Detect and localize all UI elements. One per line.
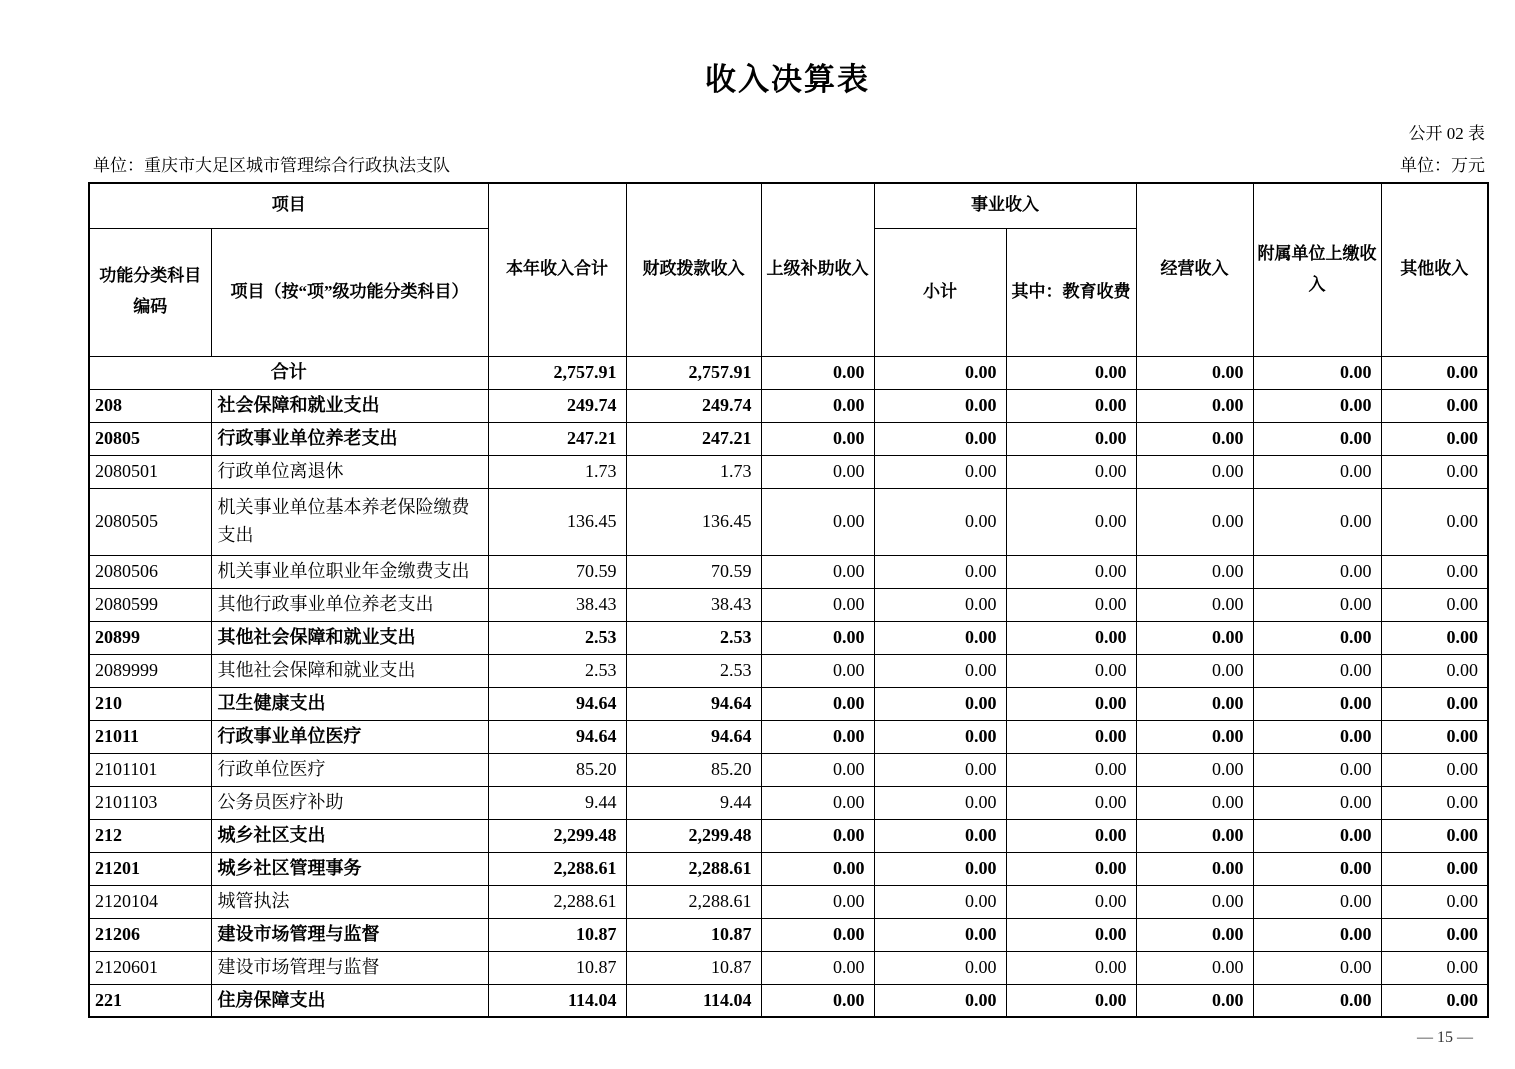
row-value-cell: 0.00 xyxy=(1253,984,1381,1017)
row-value-cell: 0.00 xyxy=(1006,455,1136,488)
row-value-cell: 0.00 xyxy=(1381,984,1488,1017)
header-project-group: 项目 xyxy=(89,183,488,228)
table-row xyxy=(89,621,1488,654)
row-value-cell: 0.00 xyxy=(1253,819,1381,852)
row-value-cell: 0.00 xyxy=(1381,356,1488,389)
row-value-cell: 0.00 xyxy=(761,753,874,786)
row-name-cell: 社会保障和就业支出 xyxy=(211,389,488,422)
row-value-cell: 2.53 xyxy=(626,621,761,654)
row-value-cell: 0.00 xyxy=(761,918,874,951)
row-value-cell: 0.00 xyxy=(1006,720,1136,753)
row-value-cell: 0.00 xyxy=(1136,786,1253,819)
row-value-cell: 0.00 xyxy=(1253,621,1381,654)
row-value-cell: 10.87 xyxy=(488,918,626,951)
row-value-cell: 114.04 xyxy=(488,984,626,1017)
row-name-cell: 城乡社区管理事务 xyxy=(211,852,488,885)
row-value-cell: 0.00 xyxy=(874,885,1006,918)
row-value-cell: 0.00 xyxy=(1006,422,1136,455)
row-name-cell: 城管执法 xyxy=(211,885,488,918)
currency-unit-label: 单位：万元 xyxy=(1400,156,1485,175)
row-value-cell: 0.00 xyxy=(1253,918,1381,951)
row-value-cell: 0.00 xyxy=(761,422,874,455)
row-value-cell: 85.20 xyxy=(488,753,626,786)
row-code-cell: 2080501 xyxy=(89,455,211,488)
row-value-cell: 0.00 xyxy=(1381,422,1488,455)
row-value-cell: 0.00 xyxy=(1006,951,1136,984)
row-value-cell: 0.00 xyxy=(874,819,1006,852)
row-value-cell: 2,299.48 xyxy=(488,819,626,852)
row-value-cell: 2.53 xyxy=(488,654,626,687)
row-value-cell: 0.00 xyxy=(1381,951,1488,984)
row-value-cell: 0.00 xyxy=(1381,885,1488,918)
row-value-cell: 2.53 xyxy=(626,654,761,687)
document-content xyxy=(88,0,1487,1018)
row-value-cell: 0.00 xyxy=(1253,555,1381,588)
row-value-cell: 0.00 xyxy=(1253,786,1381,819)
row-value-cell: 1.73 xyxy=(626,455,761,488)
row-value-cell: 0.00 xyxy=(1253,488,1381,555)
row-value-cell: 1.73 xyxy=(488,455,626,488)
row-value-cell: 0.00 xyxy=(874,488,1006,555)
row-code-cell: 2120601 xyxy=(89,951,211,984)
row-name-cell: 机关事业单位职业年金缴费支出 xyxy=(211,555,488,588)
row-value-cell: 0.00 xyxy=(1136,753,1253,786)
row-value-cell: 0.00 xyxy=(1006,819,1136,852)
row-value-cell: 0.00 xyxy=(1006,918,1136,951)
row-code-cell: 210 xyxy=(89,687,211,720)
row-value-cell: 0.00 xyxy=(874,555,1006,588)
row-value-cell: 0.00 xyxy=(1136,819,1253,852)
row-value-cell: 0.00 xyxy=(761,819,874,852)
header-project-name: 项目（按“项”级功能分类科目） xyxy=(211,228,488,356)
row-value-cell: 0.00 xyxy=(761,356,874,389)
row-value-cell: 0.00 xyxy=(761,389,874,422)
row-value-cell: 0.00 xyxy=(761,885,874,918)
row-value-cell: 2,299.48 xyxy=(626,819,761,852)
row-value-cell: 0.00 xyxy=(1006,852,1136,885)
header-affiliated-income: 附属单位上缴收入 xyxy=(1253,183,1381,356)
row-value-cell: 0.00 xyxy=(761,488,874,555)
row-value-cell: 249.74 xyxy=(488,389,626,422)
table-row xyxy=(89,720,1488,753)
row-value-cell: 0.00 xyxy=(1253,885,1381,918)
row-value-cell: 0.00 xyxy=(874,455,1006,488)
row-name-cell: 建设市场管理与监督 xyxy=(211,951,488,984)
row-value-cell: 38.43 xyxy=(626,588,761,621)
row-value-cell: 2,288.61 xyxy=(488,885,626,918)
row-value-cell: 0.00 xyxy=(1006,555,1136,588)
row-value-cell: 94.64 xyxy=(626,720,761,753)
row-value-cell: 70.59 xyxy=(488,555,626,588)
row-value-cell: 0.00 xyxy=(1136,984,1253,1017)
row-name-cell: 行政事业单位养老支出 xyxy=(211,422,488,455)
row-value-cell: 0.00 xyxy=(874,621,1006,654)
row-value-cell: 0.00 xyxy=(1006,488,1136,555)
row-code-cell: 20899 xyxy=(89,621,211,654)
row-value-cell: 0.00 xyxy=(874,984,1006,1017)
row-value-cell: 0.00 xyxy=(761,951,874,984)
row-value-cell: 0.00 xyxy=(1381,786,1488,819)
row-value-cell: 0.00 xyxy=(874,654,1006,687)
row-value-cell: 0.00 xyxy=(1253,852,1381,885)
row-value-cell: 0.00 xyxy=(1136,687,1253,720)
row-value-cell: 0.00 xyxy=(1006,356,1136,389)
row-value-cell: 10.87 xyxy=(626,951,761,984)
row-value-cell: 0.00 xyxy=(761,654,874,687)
row-code-cell: 2080599 xyxy=(89,588,211,621)
row-value-cell: 0.00 xyxy=(1136,455,1253,488)
row-value-cell: 0.00 xyxy=(1006,885,1136,918)
row-code-cell: 21201 xyxy=(89,852,211,885)
table-row xyxy=(89,356,1488,389)
row-value-cell: 9.44 xyxy=(626,786,761,819)
row-value-cell: 10.87 xyxy=(626,918,761,951)
row-value-cell: 0.00 xyxy=(1136,389,1253,422)
table-row xyxy=(89,455,1488,488)
row-value-cell: 94.64 xyxy=(626,687,761,720)
table-row xyxy=(89,488,1488,555)
row-value-cell: 2,757.91 xyxy=(488,356,626,389)
row-value-cell: 0.00 xyxy=(874,918,1006,951)
row-value-cell: 0.00 xyxy=(874,588,1006,621)
header-business-income-group: 事业收入 xyxy=(874,183,1136,228)
row-value-cell: 10.87 xyxy=(488,951,626,984)
row-value-cell: 0.00 xyxy=(1253,720,1381,753)
row-value-cell: 136.45 xyxy=(626,488,761,555)
row-value-cell: 0.00 xyxy=(1381,488,1488,555)
row-code-cell: 21011 xyxy=(89,720,211,753)
row-name-cell: 公务员医疗补助 xyxy=(211,786,488,819)
row-value-cell: 247.21 xyxy=(488,422,626,455)
header-fiscal-appropriation: 财政拨款收入 xyxy=(626,183,761,356)
row-value-cell: 0.00 xyxy=(1006,786,1136,819)
table-row xyxy=(89,654,1488,687)
table-row xyxy=(89,555,1488,588)
row-value-cell: 94.64 xyxy=(488,687,626,720)
row-code-cell: 20805 xyxy=(89,422,211,455)
row-title-cell: 合计 xyxy=(89,356,488,389)
row-name-cell: 行政单位离退休 xyxy=(211,455,488,488)
row-value-cell: 2,288.61 xyxy=(626,852,761,885)
row-value-cell: 0.00 xyxy=(874,356,1006,389)
meta-row xyxy=(88,151,1487,176)
row-value-cell: 0.00 xyxy=(874,786,1006,819)
table-row xyxy=(89,687,1488,720)
row-value-cell: 0.00 xyxy=(1381,455,1488,488)
row-value-cell: 0.00 xyxy=(1253,455,1381,488)
row-value-cell: 0.00 xyxy=(1136,422,1253,455)
row-value-cell: 0.00 xyxy=(1253,687,1381,720)
row-code-cell: 2101103 xyxy=(89,786,211,819)
row-value-cell: 0.00 xyxy=(1253,422,1381,455)
row-value-cell: 0.00 xyxy=(1136,588,1253,621)
table-row xyxy=(89,984,1488,1017)
header-function-code: 功能分类科目编码 xyxy=(89,228,211,356)
row-value-cell: 0.00 xyxy=(761,786,874,819)
row-value-cell: 38.43 xyxy=(488,588,626,621)
row-value-cell: 247.21 xyxy=(626,422,761,455)
row-value-cell: 0.00 xyxy=(1006,753,1136,786)
table-row xyxy=(89,885,1488,918)
row-code-cell: 221 xyxy=(89,984,211,1017)
row-value-cell: 0.00 xyxy=(1381,819,1488,852)
row-value-cell: 0.00 xyxy=(1381,621,1488,654)
row-value-cell: 2,757.91 xyxy=(626,356,761,389)
row-value-cell: 0.00 xyxy=(874,720,1006,753)
org-unit-label: 单位：重庆市大足区城市管理综合行政执法支队 xyxy=(93,156,450,175)
row-value-cell: 70.59 xyxy=(626,555,761,588)
row-value-cell: 0.00 xyxy=(1006,389,1136,422)
row-value-cell: 114.04 xyxy=(626,984,761,1017)
table-row xyxy=(89,918,1488,951)
row-value-cell: 0.00 xyxy=(1136,621,1253,654)
row-name-cell: 其他行政事业单位养老支出 xyxy=(211,588,488,621)
table-row xyxy=(89,819,1488,852)
row-value-cell: 0.00 xyxy=(1253,588,1381,621)
row-name-cell: 机关事业单位基本养老保险缴费支出 xyxy=(211,488,488,555)
header-subtotal: 小计 xyxy=(874,228,1006,356)
row-value-cell: 0.00 xyxy=(874,422,1006,455)
row-code-cell: 2089999 xyxy=(89,654,211,687)
row-value-cell: 0.00 xyxy=(1136,918,1253,951)
row-value-cell: 0.00 xyxy=(1381,918,1488,951)
table-row xyxy=(89,588,1488,621)
row-value-cell: 0.00 xyxy=(761,555,874,588)
row-value-cell: 0.00 xyxy=(1381,852,1488,885)
row-name-cell: 行政单位医疗 xyxy=(211,753,488,786)
header-year-total: 本年收入合计 xyxy=(488,183,626,356)
row-value-cell: 9.44 xyxy=(488,786,626,819)
row-value-cell: 0.00 xyxy=(1006,588,1136,621)
row-value-cell: 0.00 xyxy=(761,984,874,1017)
row-value-cell: 2,288.61 xyxy=(488,852,626,885)
row-name-cell: 城乡社区支出 xyxy=(211,819,488,852)
row-code-cell: 2080505 xyxy=(89,488,211,555)
row-name-cell: 住房保障支出 xyxy=(211,984,488,1017)
row-value-cell: 0.00 xyxy=(1253,389,1381,422)
row-code-cell: 212 xyxy=(89,819,211,852)
row-value-cell: 0.00 xyxy=(1381,753,1488,786)
row-name-cell: 其他社会保障和就业支出 xyxy=(211,654,488,687)
row-code-cell: 2101101 xyxy=(89,753,211,786)
table-code-label: 公开 02 表 xyxy=(1408,124,1485,143)
row-value-cell: 0.00 xyxy=(761,621,874,654)
row-value-cell: 0.00 xyxy=(761,720,874,753)
table-row xyxy=(89,753,1488,786)
row-value-cell: 0.00 xyxy=(1136,488,1253,555)
row-value-cell: 0.00 xyxy=(761,455,874,488)
income-table-header xyxy=(89,183,1488,356)
header-other-income: 其他收入 xyxy=(1381,183,1488,356)
row-value-cell: 0.00 xyxy=(874,753,1006,786)
row-value-cell: 0.00 xyxy=(1006,687,1136,720)
row-name-cell: 建设市场管理与监督 xyxy=(211,918,488,951)
row-value-cell: 0.00 xyxy=(761,588,874,621)
row-value-cell: 0.00 xyxy=(1136,555,1253,588)
row-name-cell: 卫生健康支出 xyxy=(211,687,488,720)
row-value-cell: 0.00 xyxy=(874,389,1006,422)
row-value-cell: 0.00 xyxy=(1381,687,1488,720)
table-row xyxy=(89,422,1488,455)
row-code-cell: 2120104 xyxy=(89,885,211,918)
table-row xyxy=(89,786,1488,819)
row-value-cell: 0.00 xyxy=(1136,356,1253,389)
row-value-cell: 0.00 xyxy=(874,687,1006,720)
row-value-cell: 0.00 xyxy=(1006,654,1136,687)
row-value-cell: 2,288.61 xyxy=(626,885,761,918)
header-operating-income: 经营收入 xyxy=(1136,183,1253,356)
header-education-fees: 其中：教育收费 xyxy=(1006,228,1136,356)
row-value-cell: 0.00 xyxy=(1136,951,1253,984)
row-value-cell: 0.00 xyxy=(761,687,874,720)
header-superior-subsidy: 上级补助收入 xyxy=(761,183,874,356)
row-value-cell: 0.00 xyxy=(1381,720,1488,753)
row-code-cell: 2080506 xyxy=(89,555,211,588)
row-value-cell: 0.00 xyxy=(1253,654,1381,687)
row-value-cell: 0.00 xyxy=(1006,984,1136,1017)
row-value-cell: 249.74 xyxy=(626,389,761,422)
income-table-body xyxy=(89,356,1488,1017)
row-value-cell: 0.00 xyxy=(1006,621,1136,654)
table-row xyxy=(89,389,1488,422)
row-value-cell: 94.64 xyxy=(488,720,626,753)
row-value-cell: 0.00 xyxy=(874,852,1006,885)
page-title: 收入决算表 xyxy=(705,62,870,97)
row-value-cell: 136.45 xyxy=(488,488,626,555)
row-value-cell: 0.00 xyxy=(1381,588,1488,621)
row-value-cell: 0.00 xyxy=(1136,654,1253,687)
row-value-cell: 0.00 xyxy=(1253,753,1381,786)
row-value-cell: 0.00 xyxy=(1253,356,1381,389)
income-table xyxy=(88,182,1489,1018)
row-value-cell: 2.53 xyxy=(488,621,626,654)
table-row xyxy=(89,951,1488,984)
table-row xyxy=(89,852,1488,885)
row-value-cell: 85.20 xyxy=(626,753,761,786)
row-value-cell: 0.00 xyxy=(1136,852,1253,885)
row-name-cell: 行政事业单位医疗 xyxy=(211,720,488,753)
row-value-cell: 0.00 xyxy=(1381,555,1488,588)
row-name-cell: 其他社会保障和就业支出 xyxy=(211,621,488,654)
row-code-cell: 21206 xyxy=(89,918,211,951)
header-row-groups xyxy=(89,183,1488,228)
row-value-cell: 0.00 xyxy=(1136,720,1253,753)
row-value-cell: 0.00 xyxy=(874,951,1006,984)
row-value-cell: 0.00 xyxy=(1381,654,1488,687)
page-number: — 15 — xyxy=(1417,1029,1473,1046)
row-code-cell: 208 xyxy=(89,389,211,422)
row-value-cell: 0.00 xyxy=(1253,951,1381,984)
row-value-cell: 0.00 xyxy=(1136,885,1253,918)
row-value-cell: 0.00 xyxy=(761,852,874,885)
row-value-cell: 0.00 xyxy=(1381,389,1488,422)
